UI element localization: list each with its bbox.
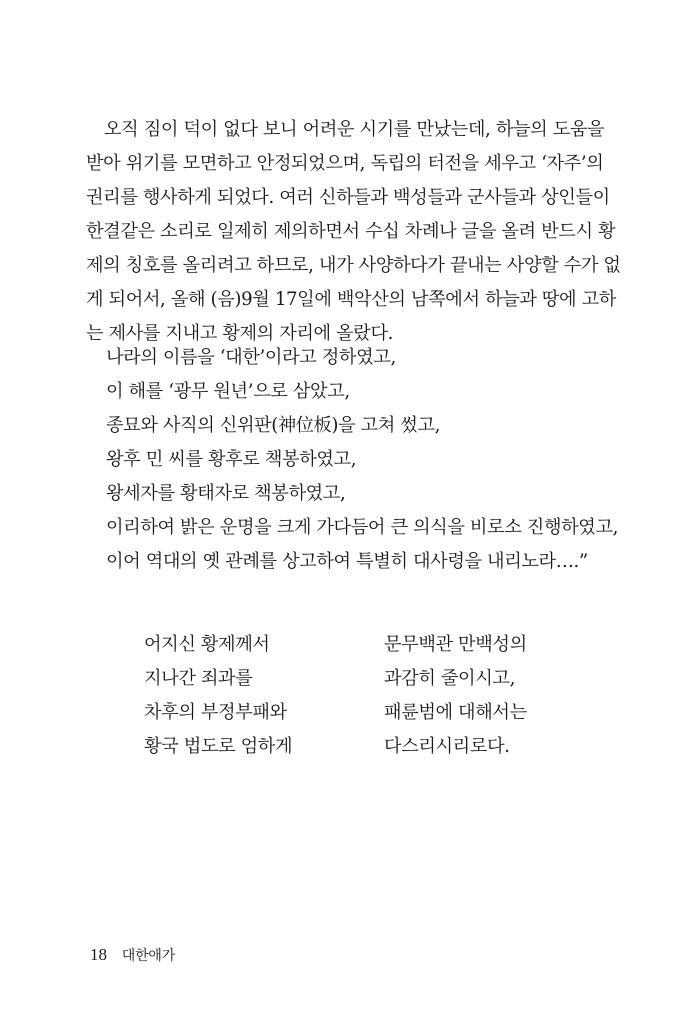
decree-line: 이리하여 밝은 운명을 크게 가다듬어 큰 의식을 비로소 진행하였고, [106, 517, 618, 538]
poem-verse [144, 628, 564, 764]
prose-line: 게 되어서, 올해 (음)9월 17일에 백악산의 남쪽에서 하늘과 땅에 고하 [86, 289, 616, 310]
prose-line: 는 제사를 지내고 황제의 자리에 올랐다. [86, 323, 393, 344]
poem-line: 다스리시리로다. [384, 736, 510, 757]
prose-paragraph [86, 113, 621, 351]
prose-line: 받아 위기를 모면하고 안정되었으며, 독립의 터전을 세우고 ‘자주’의 [86, 153, 604, 174]
decree-line: 이 해를 ‘광무 원년’으로 삼았고, [106, 381, 350, 402]
prose-line: 한결같은 소리로 일제히 제의하면서 수십 차례나 글을 올려 반드시 황 [86, 221, 616, 242]
decree-line: 왕세자를 황태자로 책봉하였고, [106, 483, 346, 504]
poem-line: 문무백관 만백성의 [384, 634, 527, 655]
poem-column-left [144, 628, 384, 764]
prose-line: 오직 짐이 덕이 없다 보니 어려운 시기를 만났는데, 하늘의 도움을 [104, 119, 605, 140]
running-title: 대한애가 [121, 948, 176, 964]
decree-line: 종묘와 사직의 신위판(神位板)을 고쳐 썼고, [106, 415, 441, 436]
page-number: 18 [90, 945, 107, 964]
poem-line: 패륜범에 대해서는 [384, 702, 527, 723]
poem-line: 차후의 부정부패와 [144, 702, 287, 723]
decree-line: 이어 역대의 옛 관례를 상고하여 특별히 대사령을 내리노라….” [106, 551, 588, 572]
poem-column-right [384, 628, 564, 764]
prose-line: 권리를 행사하게 되었다. 여러 신하들과 백성들과 군사들과 상인들이 [86, 187, 610, 208]
decree-line: 왕후 민 씨를 황후로 책봉하였고, [106, 449, 357, 470]
page-footer [90, 944, 175, 967]
poem-line: 어지신 황제께서 [144, 634, 270, 655]
poem-line: 황국 법도로 엄하게 [144, 736, 293, 757]
decree-list [106, 341, 618, 579]
poem-line: 지나간 죄과를 [144, 668, 253, 689]
prose-line: 제의 칭호를 올리려고 하므로, 내가 사양하다가 끝내는 사양할 수가 없 [86, 255, 621, 276]
decree-line: 나라의 이름을 ‘대한’이라고 정하였고, [106, 347, 396, 368]
poem-line: 과감히 줄이시고, [384, 668, 515, 689]
